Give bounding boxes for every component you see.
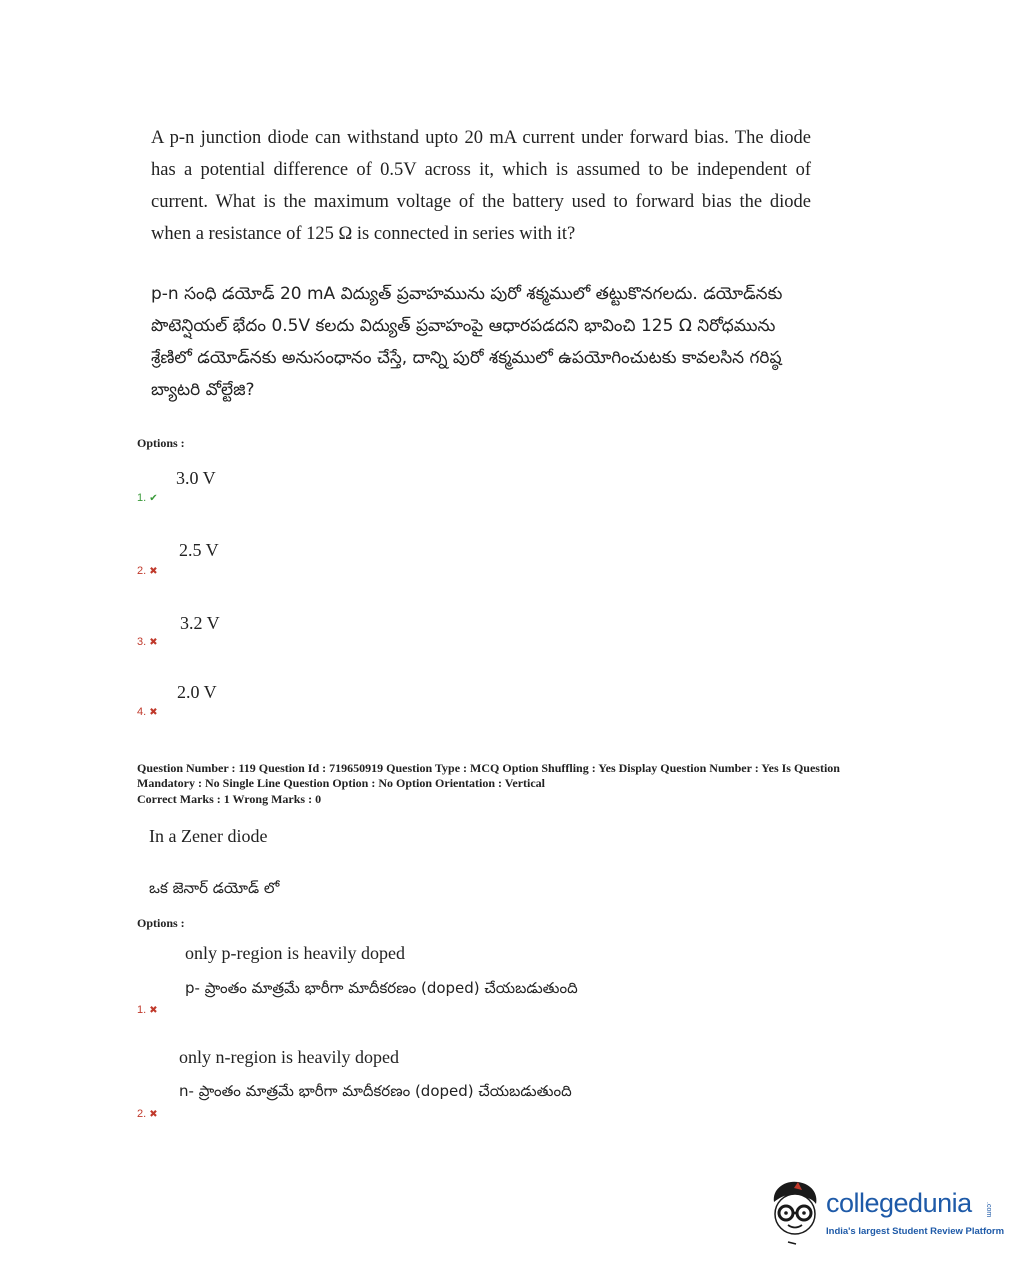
- logo-wordmark: collegedunia: [826, 1188, 972, 1218]
- cross-icon: ✖: [149, 566, 158, 577]
- logo-domain: .com: [985, 1202, 992, 1218]
- option-3-value: 3.2 V: [180, 613, 220, 633]
- logo-tagline: India's largest Student Review Platform: [826, 1226, 1005, 1237]
- cross-icon: ✖: [149, 1005, 158, 1016]
- option-1-number: 1. ✔: [137, 492, 158, 504]
- cross-icon: ✖: [149, 707, 158, 718]
- collegedunia-logo: [768, 1178, 1005, 1248]
- question-text-english: A p-n junction diode can withstand upto 20 mA current under forward bias. The diode has a potential difference of 0.5V across it, which is assumed to be independent of current. What is the maximum voltage of the battery used to forward bias the diode when a resistance of 125 Ω is connected in series with it?: [151, 128, 811, 244]
- question-text-telugu: ఒక జెనార్ డయోడ్ లో: [149, 879, 280, 897]
- option-2-telugu: n- ప్రాంతం మాత్రమే భారీగా మాదీకరణం (doped) చేయబడుతుంది: [179, 1082, 572, 1100]
- cross-icon: ✖: [149, 1109, 158, 1120]
- check-icon: ✔: [149, 493, 158, 504]
- option-1-english: only p-region is heavily doped: [185, 943, 405, 963]
- option-2-value: 2.5 V: [179, 540, 219, 560]
- option-3-number: 3. ✖: [137, 636, 158, 648]
- options-label: Options :: [137, 436, 185, 450]
- option-1-telugu: p- ప్రాంతం మాత్రమే భారీగా మాదీకరణం (doped) చేయబడుతుంది: [185, 979, 578, 997]
- question-text-telugu: p-n సంధి డయోడ్ 20 mA విద్యుత్ ప్రవాహమును పురో శక్మములో తట్టుకొనగలదు. డయోడ్‌నకు పొటెన్షియల్ భేదం 0.5V కలదు విద్యుత్ ప్రవాహంపై ఆధారపడదని భావించి 125 Ω నిరోధమును శ్రేణిలో డయోడ్‌నకు అనుసంధానం చేస్తే, దాన్ని పురో శక్మములో ఉపయోగించుటకు కావలసిన గరిష్ఠ బ్యాటరి వోల్టేజి?: [151, 284, 783, 400]
- option-4-value: 2.0 V: [177, 682, 217, 702]
- option-1-number: 1. ✖: [137, 1004, 158, 1016]
- question-marks: Correct Marks : 1 Wrong Marks : 0: [137, 792, 322, 806]
- option-2-number: 2. ✖: [137, 1108, 158, 1120]
- question-text-english: In a Zener diode: [149, 826, 268, 846]
- options-label: Options :: [137, 916, 185, 930]
- question-meta: Question Number : 119 Question Id : 719650919 Question Type : MCQ Option Shuffling : Yes Display Question Number : Yes Is Question Mandatory : No Single Line Question Option : No Option Orientation : Vertical: [137, 761, 840, 790]
- option-1-value: 3.0 V: [176, 468, 216, 488]
- option-4-number: 4. ✖: [137, 706, 158, 718]
- option-2-english: only n-region is heavily doped: [179, 1047, 399, 1067]
- cross-icon: ✖: [149, 637, 158, 648]
- option-2-number: 2. ✖: [137, 565, 158, 577]
- student-mascot-icon: [768, 1178, 824, 1246]
